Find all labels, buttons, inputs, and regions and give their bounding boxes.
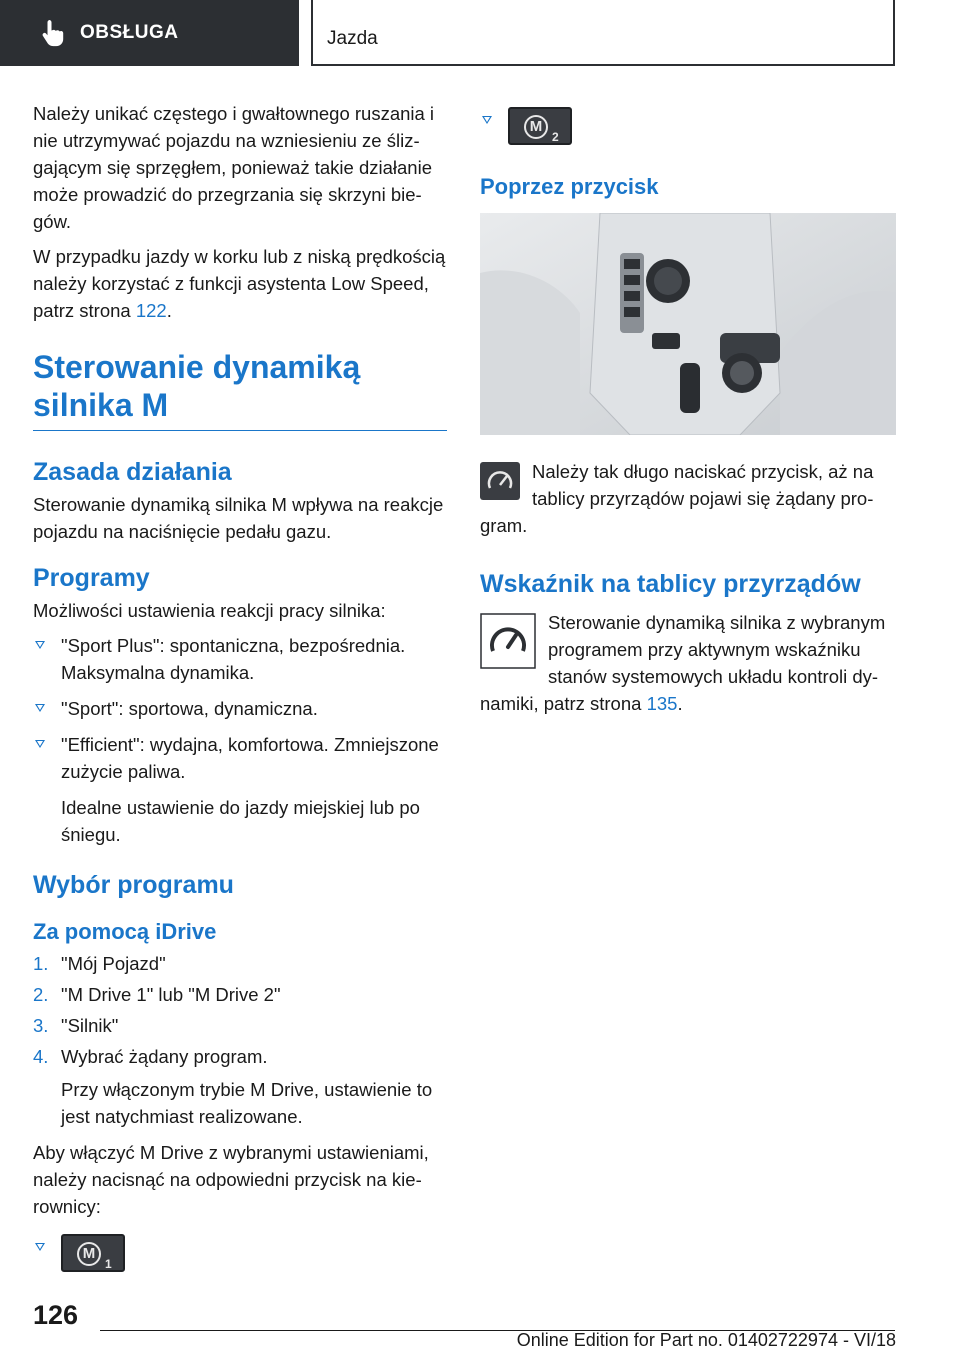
left-column <box>33 100 447 1281</box>
przycisk-paragraph <box>480 458 896 539</box>
step-number: 4. <box>33 1046 49 1067</box>
heading-programy: Programy <box>33 564 150 592</box>
programy-intro: Możliwości ustawienia reakcji pracy silnika: <box>33 600 386 621</box>
list-item-text: "Sport Plus": spontaniczna, bezpośrednia. Maksymalna dynamika. <box>61 635 406 683</box>
page-link-122[interactable]: 122 <box>135 300 167 321</box>
przycisk-text: Należy tak długo naciskać przycisk, aż na tablicy przyrządów pojawi się żądany program. <box>480 461 874 536</box>
triangle-bullet-icon <box>35 704 45 712</box>
triangle-bullet-icon <box>482 116 492 124</box>
list-item-m1 <box>33 1234 447 1272</box>
speedometer-gauge-icon <box>480 613 536 669</box>
heading-przycisk: Poprzez przycisk <box>480 174 659 199</box>
wskaznik-text: Sterowanie dynamiką silnika z wybranym programem przy aktywnym wskaźniku stanów systemowych układu kontroli dynamiki, patrz strona <box>480 612 886 714</box>
m2-sub: 2 <box>552 130 559 144</box>
page-header <box>0 0 960 66</box>
step-text: "Silnik" <box>61 1015 119 1036</box>
wskaznik-end: . <box>677 693 683 714</box>
drive-mode-button-icon <box>480 462 520 500</box>
step-item <box>33 1012 447 1039</box>
low-speed-text: W przypadku jazdy w korku lub z niską prędkością należy korzystać z funkcji asystenta Low Speed, patrz strona <box>33 246 446 321</box>
page-link-135[interactable]: 135 <box>646 693 678 714</box>
list-item-text: "Efficient": wydajna, komfortowa. Zmniejszone zużycie paliwa. <box>61 734 439 782</box>
list-item-text: "Sport": sportowa, dynamiczna. <box>61 698 318 719</box>
chapter-box <box>311 0 895 66</box>
right-column <box>480 107 896 725</box>
list-item-m2 <box>480 107 896 145</box>
m1-sub: 1 <box>105 1257 112 1271</box>
list-item <box>33 695 447 722</box>
step-item <box>33 950 447 977</box>
mdrive-text: Aby włączyć M Drive z wybranymi ustawieniami, należy nacisnąć na odpowiedni przycisk na kierownicy: <box>33 1142 429 1217</box>
list-item <box>33 632 447 686</box>
triangle-bullet-icon <box>35 1243 45 1251</box>
step-number: 3. <box>33 1015 49 1036</box>
low-speed-end: . <box>166 300 172 321</box>
m1-button-icon <box>61 1234 125 1272</box>
paragraph-clutch: Należy unikać częstego i gwałtownego ruszania i nie utrzymywać pojazdu na wzniesieniu ze ślizgającym się sprzęgłem, ponieważ takie działanie może prowadzić do przegrzania się skrzyni biegów. <box>33 103 435 232</box>
step-text: "Mój Pojazd" <box>61 953 166 974</box>
m2-button-icon <box>508 107 572 145</box>
edition-text: Online Edition for Part no. 01402722974 - VI/18 <box>516 1330 896 1350</box>
heading-wskaznik: Wskaźnik na tablicy przyrządów <box>480 570 861 598</box>
step-item <box>33 1043 447 1070</box>
paragraph-low-speed <box>33 243 447 324</box>
step-number: 1. <box>33 953 49 974</box>
step-text: "M Drive 1" lub "M Drive 2" <box>61 984 281 1005</box>
pointing-hand-icon <box>40 18 68 48</box>
heading-wybor: Wybór programu <box>33 871 234 899</box>
wskaznik-paragraph <box>480 609 896 717</box>
efficient-note: Idealne ustawienie do jazdy miejskiej lub po śniegu. <box>61 797 420 845</box>
m1-letter: M <box>77 1242 101 1266</box>
m2-letter: M <box>524 115 548 139</box>
heading-idrive: Za pomocą iDrive <box>33 919 217 944</box>
section-label: OBSŁUGA <box>80 22 179 43</box>
heading-zasada: Zasada działania <box>33 458 232 486</box>
step-text: Wybrać żądany program. <box>61 1046 268 1067</box>
triangle-bullet-icon <box>35 641 45 649</box>
main-heading: Sterowanie dynamiką silnika M <box>33 348 447 431</box>
page-number: 126 <box>33 1300 79 1330</box>
step-number: 2. <box>33 984 49 1005</box>
list-item <box>33 731 447 785</box>
step-item <box>33 981 447 1008</box>
chapter-label: Jazda <box>327 28 378 49</box>
section-tab <box>0 0 299 66</box>
step4-note: Przy włączonym trybie M Drive, ustawienie to jest natychmiast realizowane. <box>61 1079 433 1127</box>
center-console-photo <box>480 213 896 435</box>
zasada-text: Sterowanie dynamiką silnika M wpływa na reakcje pojazdu na naciśnięcie pedału gazu. <box>33 494 444 542</box>
triangle-bullet-icon <box>35 740 45 748</box>
